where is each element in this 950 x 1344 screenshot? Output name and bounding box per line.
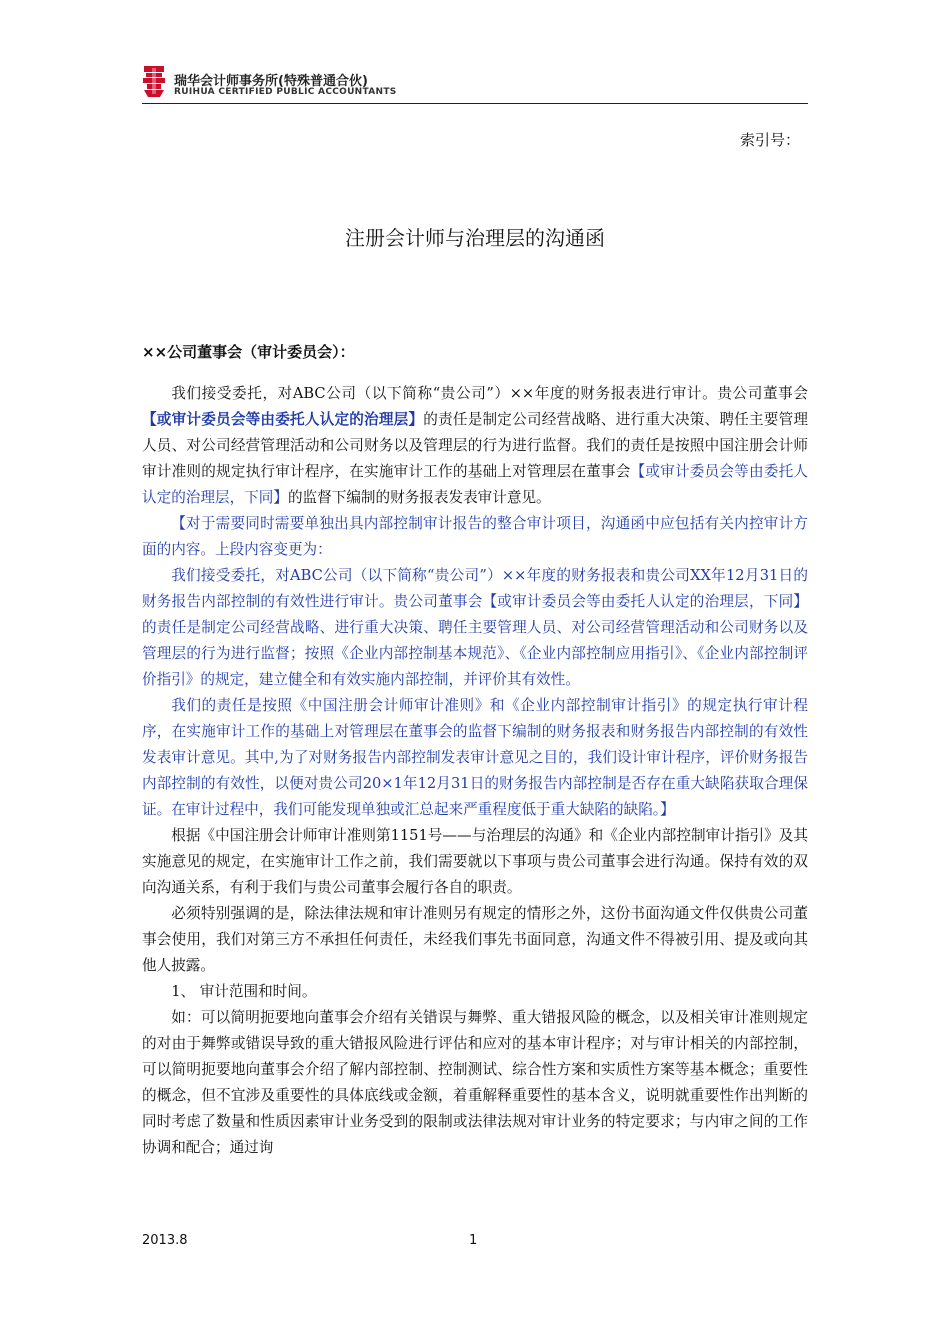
paragraph-scope-example: 如：可以简明扼要地向董事会介绍有关错误与舞弊、重大错报风险的概念，以及相关审计准则规定的对由于舞弊或错误导致的重大错报风险进行评估和应对的基本审计程序；对与审计相关的内部控制，可以简明扼要地向董事会介绍了解内部控制、控制测试、综合性方案和实质性方案等基本概念；重要性的概念，但不宜涉及重要性的具体底线或金额，着重解释重要性的基本含义，说明就重要性作出判断的同时考虑了数量和性质因素审计业务受到的限制或法律法规对审计业务的特定要求；与内审之间的工作协调和配合；通过询 <box>142 1009 808 1156</box>
text-segment: 我们接受委托，对ABC公司（以下简称“贵公司”）××年度的财务报表进行审计。贵公司董事会 <box>171 385 808 402</box>
firm-name-en: RUIHUA CERTIFIED PUBLIC ACCOUNTANTS <box>174 87 397 97</box>
bracket-note: 【或审计委员会等由委托人认定的治理层】 <box>142 411 424 428</box>
page-number: 1 <box>469 1233 478 1248</box>
header-divider <box>142 103 808 104</box>
paragraph-alt-engagement: 我们接受委托，对ABC公司（以下简称“贵公司”）××年度的财务报表和贵公司XX年12月31日的财务报告内部控制的有效性进行审计。贵公司董事会【或审计委员会等由委托人认定的治理层，下同】的责任是制定公司经营战略、进行重大决策、聘任主要管理人员、对公司经营管理活动和公司财务以及管理层的行为进行监督；按照《企业内部控制基本规范》、《企业内部控制应用指引》、《企业内部控制评价指引》的规定，建立健全和有效实施内部控制，并评价其有效性。 <box>142 567 808 688</box>
ruihua-logo-icon <box>142 64 166 98</box>
index-number-label: 索引号： <box>739 131 800 149</box>
paragraph-disclaimer: 必须特别强调的是，除法律法规和审计准则另有规定的情形之外，这份书面沟通文件仅供贵公司董事会使用，我们对第三方不承担任何责任，未经我们事先书面同意，沟通文件不得被引用、提及或向其他人披露。 <box>142 905 808 974</box>
section-heading-scope: 1、 审计范围和时间。 <box>171 983 317 1000</box>
paragraph-integrated-audit-note: 【对于需要同时需要单独出具内部控制审计报告的整合审计项目，沟通函中应包括有关内控审计方面的内容。上段内容变更为： <box>142 515 808 558</box>
document-title: 注册会计师与治理层的沟通函 <box>345 226 605 250</box>
paragraph-responsibility: 我们的责任是按照《中国注册会计师审计准则》和《企业内部控制审计指引》的规定执行审计程序，在实施审计工作的基础上对管理层在董事会的监督下编制的财务报表和财务报告内部控制的有效性发表审计意见。其中,为了对财务报告内部控制发表审计意见之目的，我们设计审计程序，评价财务报告内部控制的有效性，以便对贵公司20×1年12月31日的财务报告内部控制是否存在重大缺陷获取合理保证。在审计过程中，我们可能发现单独或汇总起来严重程度低于重大缺陷的缺陷。】 <box>142 697 808 818</box>
footer-date: 2013.8 <box>142 1233 188 1248</box>
salutation: ××公司董事会（审计委员会）： <box>142 343 355 361</box>
bracket-note: 【或审计委员会等由委托人认定的治理层，下同】 <box>142 463 808 506</box>
text-segment: 的责任是制定公司经营战略、进行重大决策、聘任主要管理人员、对公司经营管理活动和公司财务以及管理层的行为进行监督。我们的责任是按照中国注册会计师审计准则的规定执行审计程序，在实施审计工作的基础上对管理层在董事会 <box>142 411 808 480</box>
letter-body <box>142 381 808 1161</box>
paragraph-engagement <box>142 381 808 511</box>
paragraph-basis: 根据《中国注册会计师审计准则第1151号——与治理层的沟通》和《企业内部控制审计指引》及其实施意见的规定，在实施审计工作之前，我们需要就以下事项与贵公司董事会进行沟通。保持有效的双向沟通关系，有利于我们与贵公司董事会履行各自的职责。 <box>142 827 808 896</box>
firm-name-cn: 瑞华会计师事务所(特殊普通合伙) <box>174 74 368 89</box>
text-segment: 的监督下编制的财务报表发表审计意见。 <box>287 489 551 506</box>
letterhead <box>142 64 808 104</box>
